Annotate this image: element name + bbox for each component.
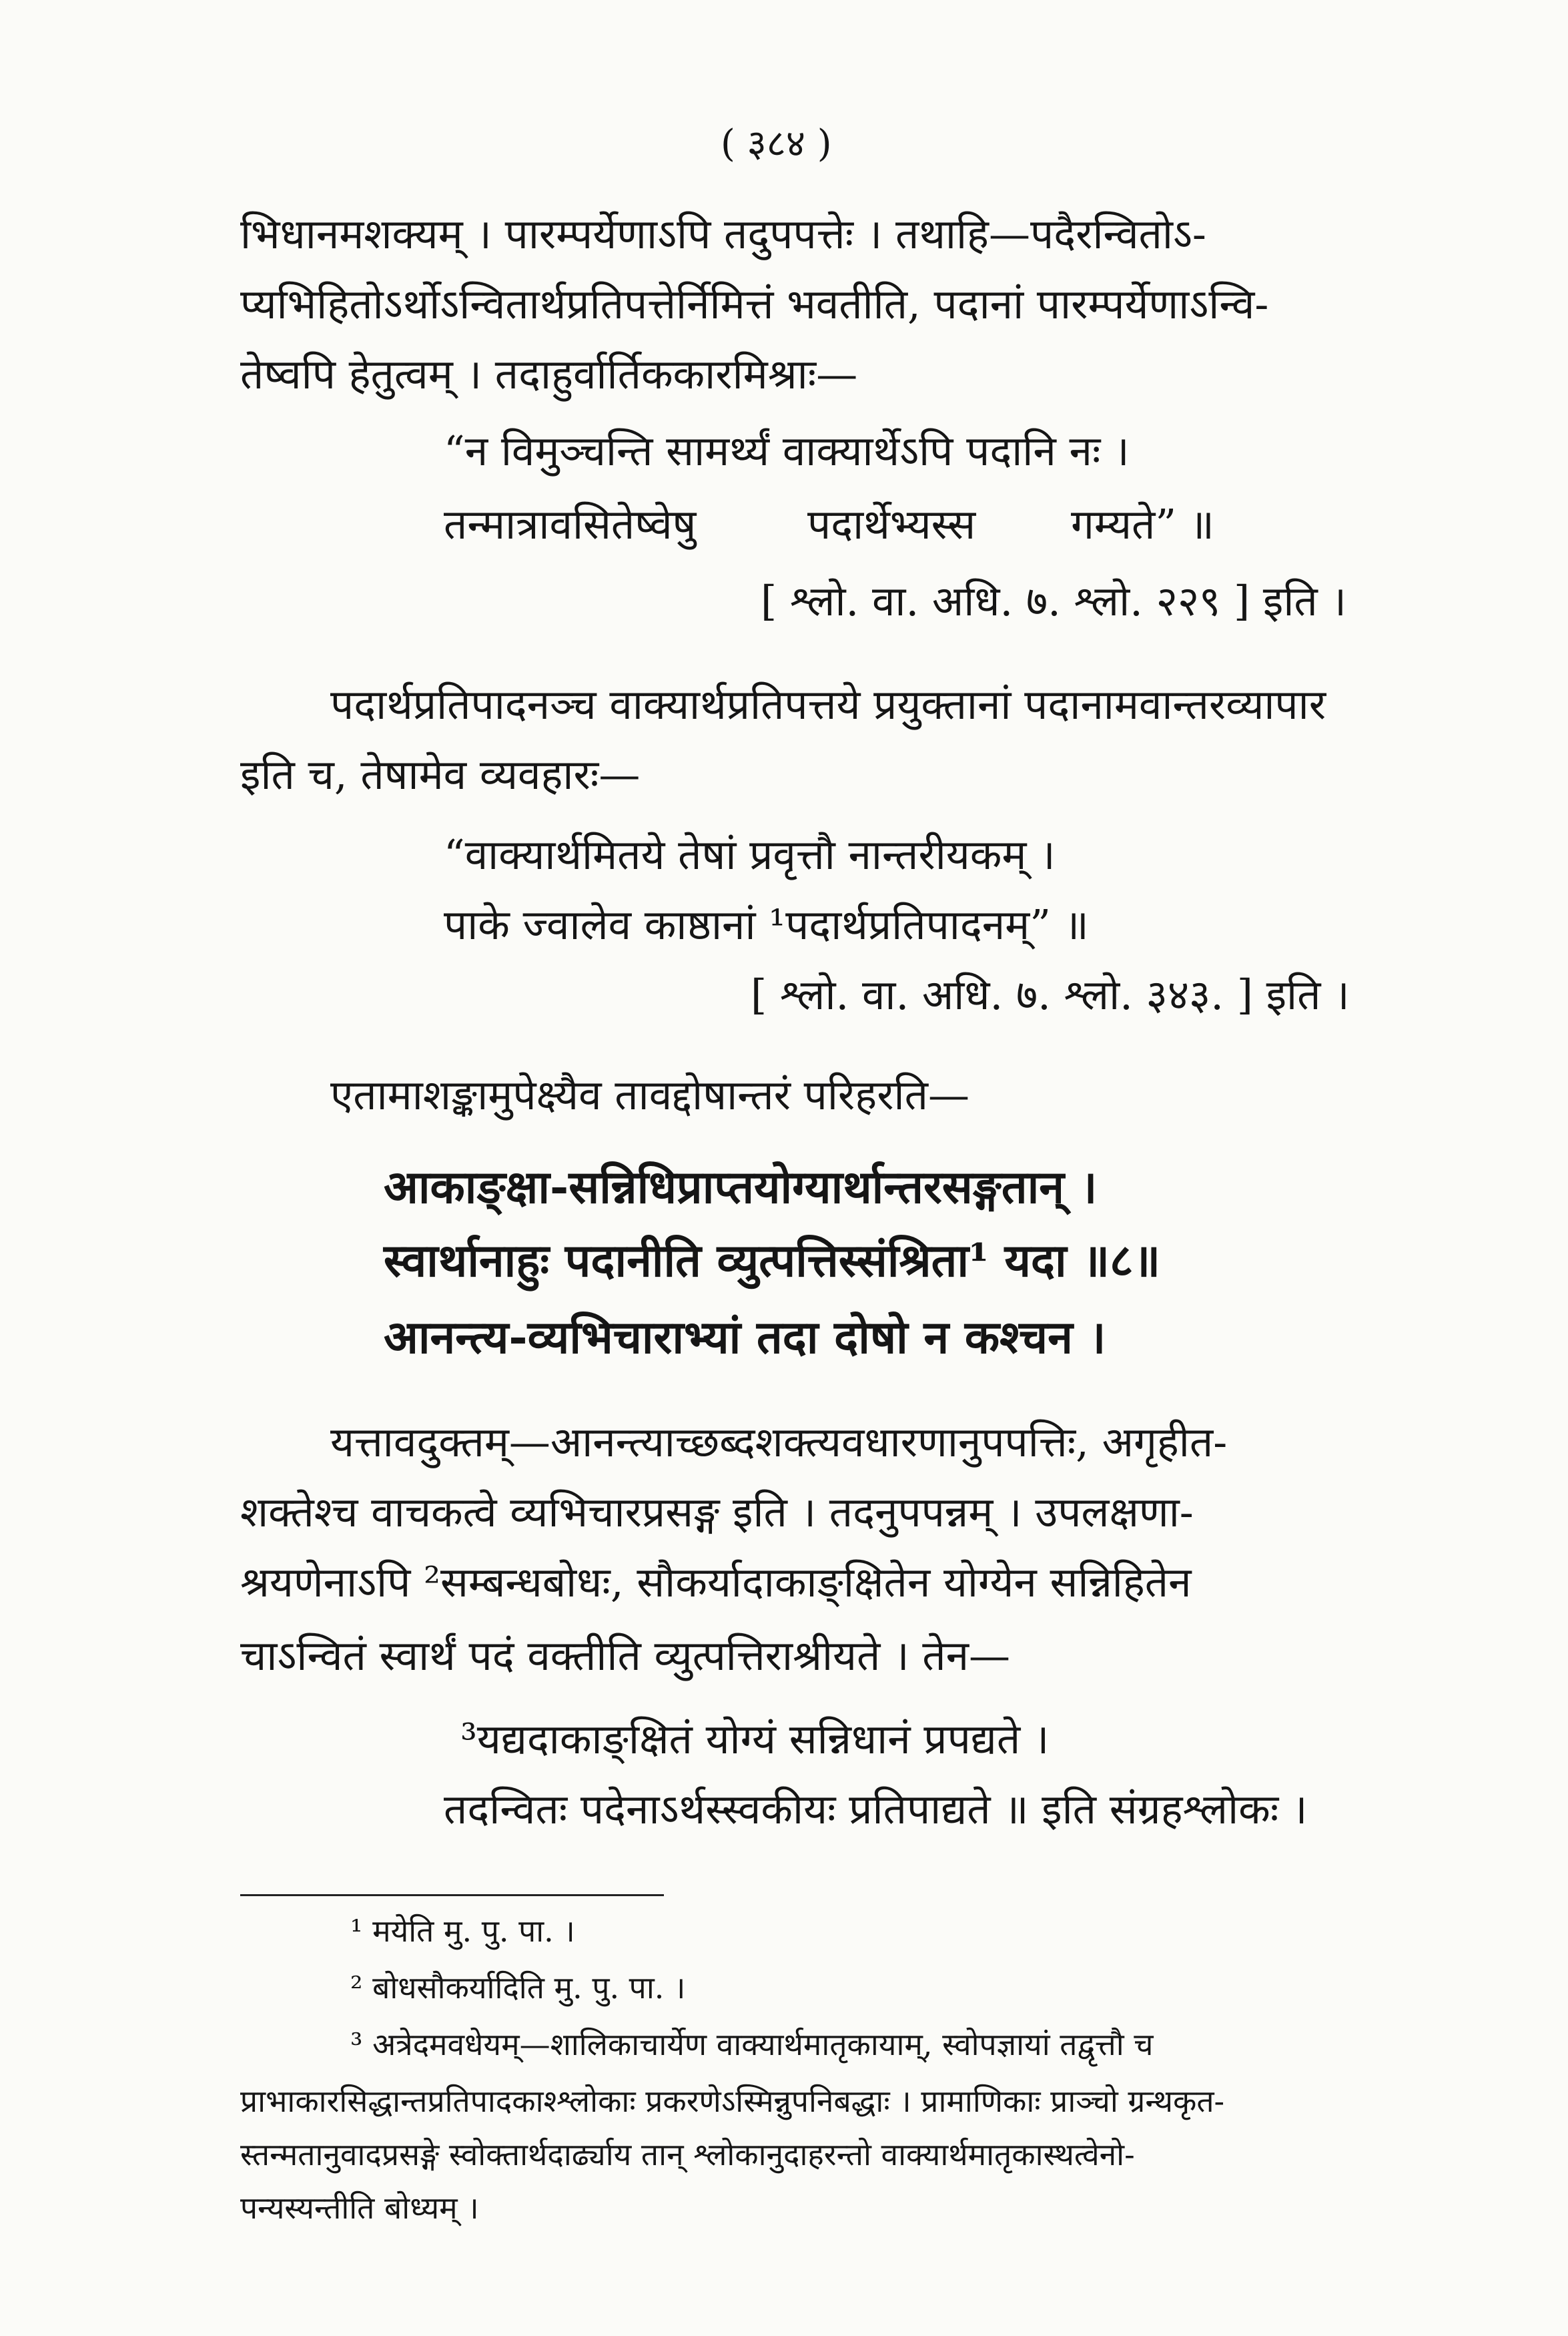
para1-line3: तेष्वपि हेतुत्वम् । तदाहुर्वार्तिककारमिश्राः— bbox=[240, 350, 858, 398]
verse2-line2: पाके ज्वालेव काष्ठानां ¹पदार्थप्रतिपादनम्” ॥ bbox=[444, 900, 1089, 949]
para4-line1: यत्तावदुक्तम्—आनन्त्याच्छब्दशक्त्यवधारणानुपपत्तिः, अगृहीत- bbox=[330, 1418, 1228, 1466]
karika-line1: आकाङ्क्षा-सन्निधिप्राप्तयोग्यार्थान्तरसङ्गतान् । bbox=[384, 1161, 1098, 1214]
verse2-line1: “वाक्यार्थमितये तेषां प्रवृत्तौ नान्तरीयकम् । bbox=[444, 830, 1056, 879]
footnote-3-line2: प्राभाकारसिद्धान्तप्रतिपादकाश्श्लोकाः प्रकरणेऽस्मिन्नुपनिबद्धाः । प्रामाणिकाः प्राञ्चो ग्रन्थकृत- bbox=[240, 2083, 1225, 2119]
verse1-reference: [ श्लो. वा. अधि. ७. श्लो. २२९ ] इति । bbox=[761, 577, 1346, 625]
footnote-3-line1: ³ अत्रेदमवधेयम्—शालिकाचार्येण वाक्यार्थमातृकायाम्, स्वोपज्ञायां तद्वृत्तौ च bbox=[350, 2026, 1154, 2062]
para4-line3: श्रयणेनाऽपि ²सम्बन्धबोधः, सौकर्यादाकाङ्क्षितेन योग्येन सन्निहितेन bbox=[240, 1558, 1192, 1607]
verse1-line2a: तन्मात्रावसितेष्वेषु bbox=[444, 500, 697, 549]
footnote-3-line4: पन्यस्यन्तीति बोध्यम् । bbox=[240, 2190, 479, 2226]
para2-line2: इति च, तेषामेव व्यवहारः— bbox=[240, 750, 641, 799]
para2-line1: पदार्थप्रतिपादनञ्च वाक्यार्थप्रतिपत्तये प्रयुक्तानां पदानामवान्तरव्यापार bbox=[330, 680, 1326, 729]
verse1-line1: “न विमुञ्चन्ति सामर्थ्यं वाक्यार्थेऽपि पदानि नः । bbox=[444, 426, 1130, 475]
karika-line3: आनन्त्य-व्यभिचाराभ्यां तदा दोषो न कश्चन । bbox=[384, 1311, 1106, 1364]
footnote-3-line3: स्तन्मतानुवादप्रसङ्गे स्वोक्तार्थदार्ढ्याय तान् श्लोकानुदाहरन्तो वाक्यार्थमातृकास्थत्वेनो- bbox=[240, 2136, 1135, 2172]
para4-line2: शक्तेश्च वाचकत्वे व्यभिचारप्रसङ्ग इति । तदनुपपन्नम् । उपलक्षणा- bbox=[240, 1488, 1194, 1536]
verse1-line2b: पदार्थेभ्यस्स bbox=[807, 500, 976, 549]
verse1-line2c: गम्यते” ॥ bbox=[1071, 500, 1214, 549]
para1-line1: भिधानमशक्यम् । पारम्पर्येणाऽपि तदुपपत्तेः । तथाहि—पदैरन्वितोऽ- bbox=[240, 210, 1206, 258]
footnote-divider bbox=[240, 1894, 664, 1896]
para3-line1: एतामाशङ्कामुपेक्ष्यैव तावद्दोषान्तरं परिहरति— bbox=[330, 1071, 969, 1119]
verse3-line2: तदन्वितः पदेनाऽर्थस्स्वकीयः प्रतिपाद्यते ॥ इति संग्रहश्लोकः । bbox=[444, 1785, 1308, 1833]
karika-line2: स्वार्थानाहुः पदानीति व्युत्पत्तिस्संश्रिता¹ यदा ॥८॥ bbox=[384, 1234, 1161, 1287]
verse2-reference: [ श्लो. वा. अधि. ७. श्लो. ३४३. ] इति । bbox=[751, 970, 1350, 1019]
para4-line4: चाऽन्वितं स्वार्थं पदं वक्तीति व्युत्पत्तिराश्रीयते । तेन— bbox=[240, 1631, 1011, 1680]
para1-line2: प्यभिहितोऽर्थोऽन्वितार्थप्रतिपत्तेर्निमित्तं भवतीति, पदानां पारम्पर्येणाऽन्वि- bbox=[240, 280, 1269, 328]
footnote-2: ² बोधसौकर्यादिति मु. पु. पा. । bbox=[350, 1970, 686, 2006]
footnote-1: ¹ मयेति मु. पु. पा. । bbox=[350, 1913, 575, 1949]
page-number: ( ३८४ ) bbox=[721, 122, 832, 166]
verse3-line1: ³यद्यदाकाङ्क्षितं योग्यं सन्निधानं प्रपद्यते । bbox=[460, 1715, 1050, 1763]
